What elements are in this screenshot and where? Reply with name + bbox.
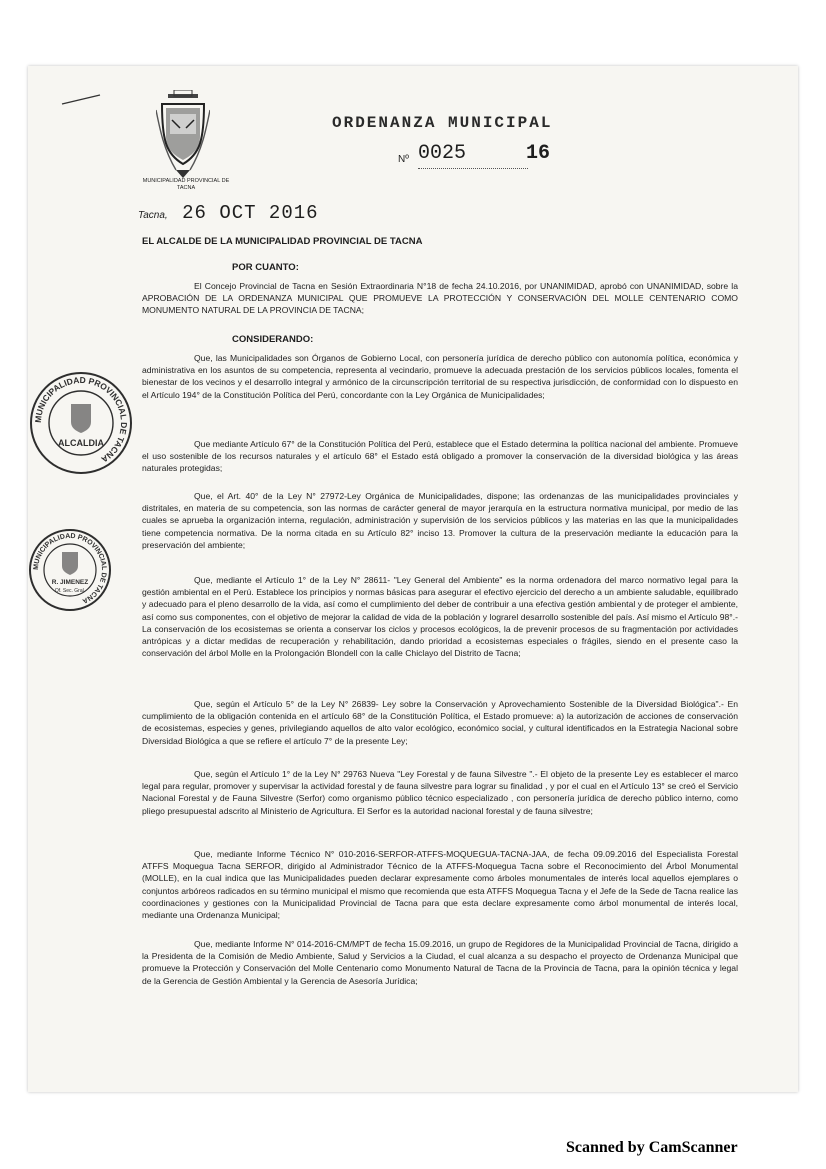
considerando-paragraph: Que, las Municipalidades son Órganos de Gobierno Local, con personería jurídica de derecho público con autonomía política, económica y administrativa en los asuntos de su competencia, representa al vecindario, promueve la adecuada prestación de los servicios públicos locales, fomenta el bienestar de los vecinos y el desarrollo integral y armónico de la circunscripción territorial de su respectiva jurisdicción, de conformidad con lo dispuesto en el Artículo 194° de la Constitución Política del Perú, concordante con la Ley Orgánica de Municipalidades; [142,353,738,400]
crest-caption: MUNICIPALIDAD PROVINCIAL DE TACNA [142,178,230,191]
date-line [138,202,319,224]
secretaria-stamp [28,528,112,612]
number-underline [418,168,528,169]
date-city: Tacna, [138,210,168,221]
date-stamp: 26 OCT 2016 [182,202,319,224]
considerando-paragraph: Que, el Art. 40° de la Ley N° 27972-Ley Orgánica de Municipalidades, dispone; las ordenanzas de las municipalidades provinciales y distritales, en materia de su competencia, son las normas de carácter general de mayor jerarquía en la estructura normativa municipal, por medio de las cuales se aprueba la organización interna, regulación, administración y supervisión de los servicios públicos y las materias en las que la municipalidades tiene competencia normativa. De la norma citada en su Artículo 82° inciso 13. Promover la cultura de la preservación mediante la educación para la preservación del ambiente; [142,491,738,550]
secretaria-ring-text: MUNICIPALIDAD PROVINCIAL DE TACNA [32,532,108,605]
secretaria-label: R. JIMENEZ [51,579,89,586]
number-year: 16 [526,142,551,165]
considerando-paragraph: Que, según el Artículo 5° de la Ley N° 26839- Ley sobre la Conservación y Aprovechamiento Sostenible de la Diversidad Biológica".- En cumplimiento de la obligación contenida en el artículo 68° de la Constitución Política, el Estado promueve: a) la autorización de acciones de conservación de ecosistemas, especies y genes, privilegiando aquellos de alto valor ecológico, económico social, y cultural identificados en la Estrategia Nacional sobre Diversidad Biológica a que se refiere el artículo 7° de la presente Ley; [142,699,738,746]
ordinance-number [398,142,618,172]
considerando-paragraph: Que mediante Artículo 67° de la Constitución Política del Perú, establece que el Estado determina la política nacional del ambiente. Promueve el uso sostenible de los recursos naturales y el artículo 68° el Estado está obligado a promover la conservación de la diversidad biológica y las áreas naturales protegidas; [142,439,738,474]
por-cuanto-heading: POR CUANTO: [232,262,299,273]
por-cuanto-text: El Concejo Provincial de Tacna en Sesión Extraordinaria N°18 de fecha 24.10.2016, por UNANIMIDAD, aprobó con UNANIMIDAD, sobre la APROBACIÓN DE LA ORDENANZA MUNICIPAL QUE PROMUEVE LA PROTECCIÓN Y CONSERVACIÓN DEL MOLLE CENTENARIO COMO MONUMENTO NATURAL DE LA PROVINCIA DE TACNA; [142,281,738,316]
considerando-paragraph: Que, según el Artículo 1° de la Ley N° 29763 Nueva "Ley Forestal y de fauna Silvestre ".- El objeto de la presente Ley es establecer el marco legal para regular, promover y supervisar la actividad forestal y de fauna silvestre para lograr su finalidad , y por el cual en el Artículo 13° se creó el Servicio Nacional Forestal y de Fauna Silvestre (Serfor) como organismo público técnico especializado , con personería jurídica de derecho público interno, como pliego presupuestal adscrito al Ministerio de Agricultura. El Serfor es la autoridad nacional forestal y de fauna silvestre; [142,769,738,816]
considerando-paragraph: Que, mediante Informe Técnico N° 010-2016-SERFOR-ATFFS-MOQUEGUA-TACNA-JAA, de fecha 09.09.2016 del Especialista Forestal ATFFS Moquegua Tacna SERFOR, dirigido al Administrador Técnico de la ATFFS-Moquegua Tacna sobre el Reconocimiento del Árbol Monumental (MOLLE), en la cual indica que las Municipalidades pueden declarar expresamente como árboles monumentales de interés local aquellos ejemplares o conjuntos arbóreos radicados en su término municipal el mismo que recomienda que esta ATFFS Moquegua Tacna y el Jefe de la Sede de Tacna realice las coordinaciones y gestiones con la Municipalidad Provincial de Tacna para que esta declare expresamente como árbol monumental de interés local, mediante una Ordenanza Municipal; [142,849,738,921]
mayor-line: EL ALCALDE DE LA MUNICIPALIDAD PROVINCIAL DE TACNA [142,236,423,247]
alcaldia-label: ALCALDIA [58,438,104,448]
pen-mark [60,92,104,106]
secretaria-sub: Of. Sec. Gral. [54,588,86,594]
considerando-paragraph: Que, mediante Informe N° 014-2016-CM/MPT de fecha 15.09.2016, un grupo de Regidores de la Municipalidad Provincial de Tacna, dirigido a la Presidenta de la Comisión de Medio Ambiente, Salud y Servicios a la Ciudad, el cual alcanza a su despacho el proyecto de Ordenanza Municipal que promueve la Protección y Conservación del Molle Centenario como Monumento Natural de Tacna de la Provincia de Tacna, para la opinión técnica y legal de la Gerencia de Gestión Ambiental y la Gerencia de Asesoría Jurídica; [142,939,738,986]
document-page [28,66,798,1092]
considerando-paragraph: Que, mediante el Artículo 1° de la Ley N° 28611- "Ley General del Ambiente" es la norma ordenadora del marco normativo legal para la gestión ambiental en el Perú. Establece los principios y normas básicas para asegurar el efectivo ejercicio del derecho a un ambiente saludable, equilibrado y adecuado para el pleno desarrollo de la vida, así como el cumplimiento del deber de contribuir a una efectiva gestión ambiental y de proteger el ambiente, así como sus componentes, con el objetivo de mejorar la calidad de vida de la población y lograrel desarrollo sostenible del país. Así mismo el Artículo 98°.- La conservación de los ecosistemas se orienta a conservar los ciclos y procesos ecológicos, la de prevenir procesos de su fragmentación por actividades antrópicas y a dictar medidas de recuperación y rehabilitación, dando prioridad a ecosistemas especiales o frágiles, siendo en el presente caso la conservación del árbol Molle en la Prolongación Blondell con la calle Chiclayo del Distrito de Tacna; [142,575,738,659]
scanner-watermark: Scanned by CamScanner [566,1139,738,1156]
number-prefix: Nº [398,154,409,165]
considerando-heading: CONSIDERANDO: [232,334,314,345]
alcaldia-stamp [28,370,134,476]
alcaldia-ring-text: MUNICIPALIDAD PROVINCIAL DE TACNA [32,374,130,465]
ordinance-title: ORDENANZA MUNICIPAL [332,114,553,132]
municipal-crest-icon [156,90,210,180]
number-value: 0025 [418,142,467,165]
